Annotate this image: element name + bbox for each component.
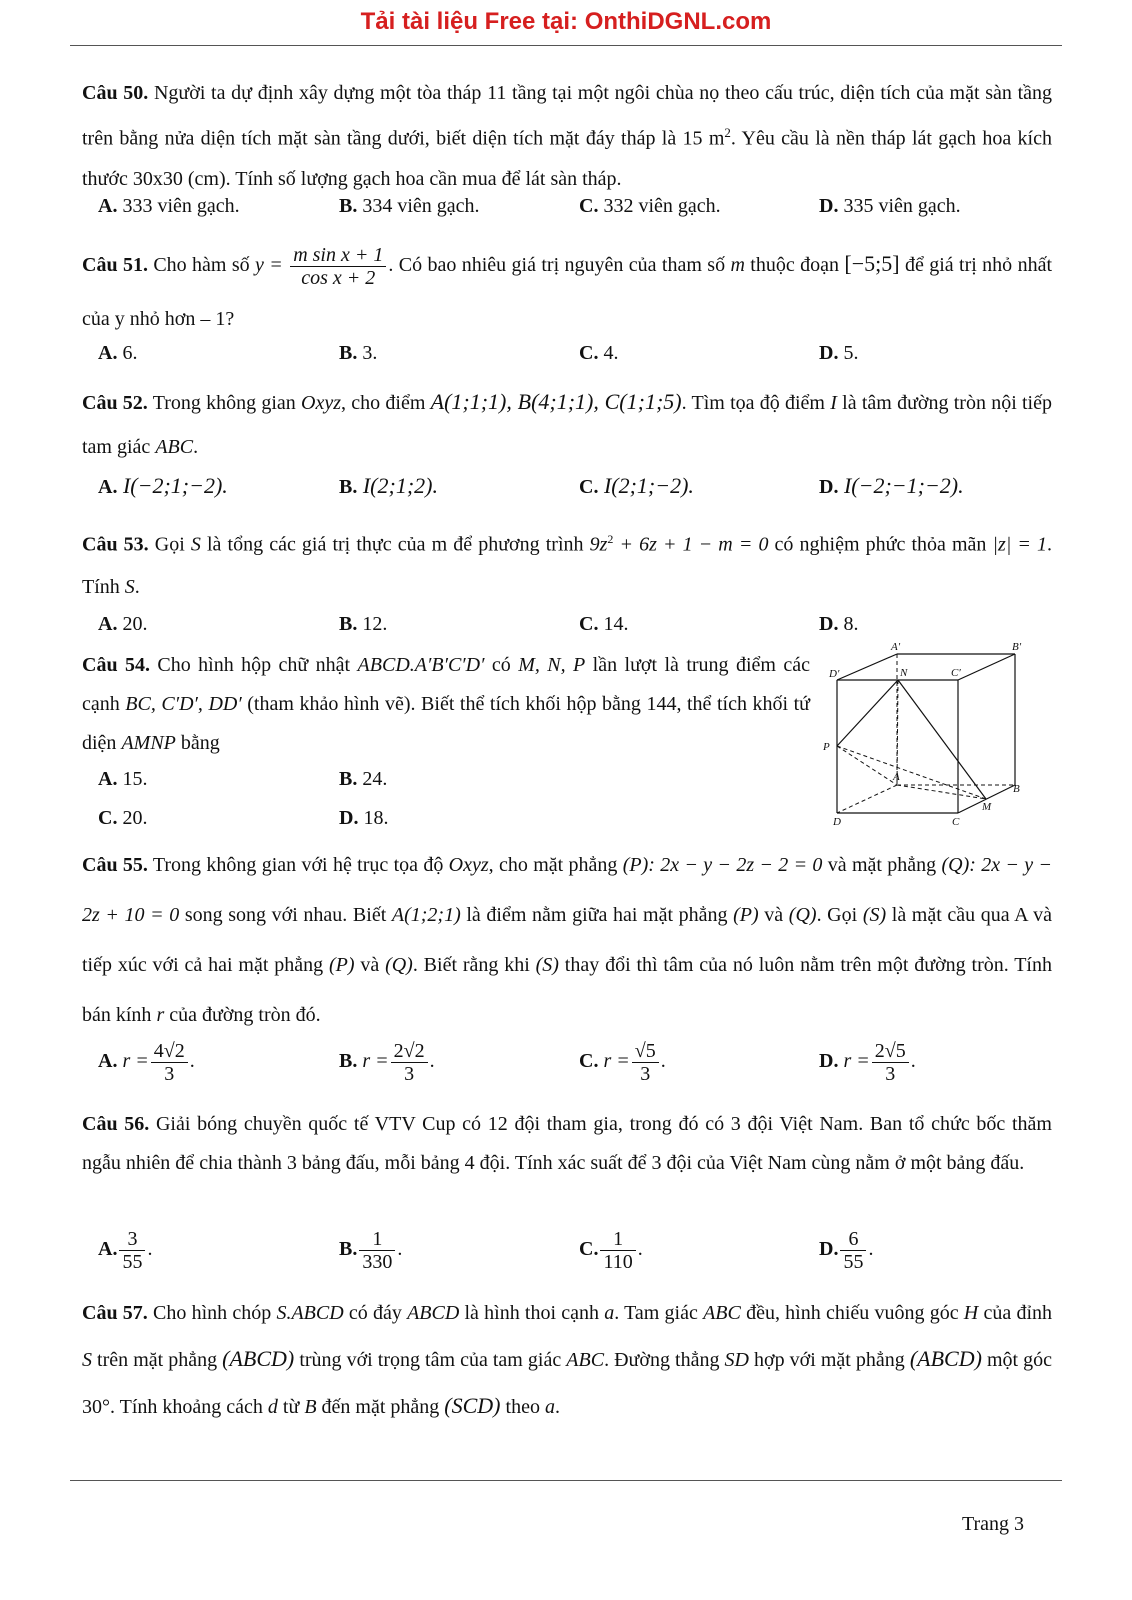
q50-options bbox=[98, 195, 1058, 225]
label-b1: B′ bbox=[1012, 641, 1022, 653]
footer-rule bbox=[70, 1480, 1062, 1481]
q56-option-b: B. $\frac{1}{330}$ . bbox=[339, 1228, 403, 1273]
q55-options bbox=[98, 1040, 1058, 1100]
question-51: Câu 51. Cho hàm số y = $\frac{\text{m sin x + 1}}{\text{cos x + 2}}$ . Có bao nhiêu giá trị nguyên của tham số m thuộc đoạn [−5;5] để giá trị nhỏ nhất của y nhỏ hơn – 1? bbox=[82, 243, 1052, 330]
q50-option-d: D. 335 viên gạch. bbox=[819, 195, 961, 217]
label-p: P bbox=[823, 741, 830, 753]
q53-option-a: A. 20. bbox=[98, 613, 148, 635]
q54-option-b: B. 24. bbox=[339, 768, 388, 790]
question-57: Câu 57. Cho hình chóp S.ABCD có đáy ABCD là hình thoi cạnh a. Tam giác ABC đều, hình chiếu vuông góc H của đỉnh S trên mặt phẳng (ABCD) trùng với trọng tâm của tam giác ABC. Đường thẳng SD hợp với mặt phẳng (ABCD) một góc 30°. Tính khoảng cách d từ B đến mặt phẳng (SCD) theo a. bbox=[82, 1302, 1052, 1418]
q52-option-a: A. I(−2;1;−2). bbox=[98, 473, 228, 498]
q51-options bbox=[98, 342, 1058, 372]
cuboid-figure bbox=[815, 640, 1040, 835]
label-c: C bbox=[952, 816, 960, 828]
q52-label: Câu 52. bbox=[82, 392, 148, 414]
q50-text: Người ta dự định xây dựng một tòa tháp 11 tầng tại một ngôi chùa nọ theo cấu trúc, diện tích của mặt sàn tầng trên bằng nửa diện tích mặt sàn tầng dưới, biết diện tích mặt đáy tháp là 15 m bbox=[82, 82, 1053, 150]
q54-options-row-1 bbox=[98, 768, 598, 798]
question-50 bbox=[82, 73, 1052, 199]
edge-n-p bbox=[837, 680, 898, 746]
q50-option-a: A. 333 viên gạch. bbox=[98, 195, 240, 217]
q56-label: Câu 56. bbox=[82, 1113, 150, 1135]
edge-d1-a1 bbox=[837, 654, 897, 680]
question-52: Câu 52. Trong không gian Oxyz, cho điểm A(1;1;1), B(4;1;1), C(1;1;5). Tìm tọa độ điểm I là tâm đường tròn nội tiếp tam giác ABC. bbox=[82, 389, 1052, 458]
q51-option-a: A. 6. bbox=[98, 342, 138, 364]
label-c1: C′ bbox=[951, 667, 961, 679]
q53-label: Câu 53. bbox=[82, 533, 149, 556]
q51-fraction: $\frac{\text{m sin x + 1}}{\text{cos x + 2}}$ bbox=[290, 244, 386, 289]
q50-option-c: C. 332 viên gạch. bbox=[579, 195, 721, 217]
q53-option-d: D. 8. bbox=[819, 613, 859, 635]
question-53: Câu 53. Gọi S là tổng các giá trị thực của m để phương trình $9z^2 + 6z + 1 - m = 0$ có nghiệm phức thỏa mãn |z| = 1. Tính S. bbox=[82, 532, 1053, 598]
q54-options-row-2 bbox=[98, 807, 598, 837]
q53-option-c: C. 14. bbox=[579, 613, 629, 635]
q56-option-d: D. $\frac{6}{55}$ . bbox=[819, 1228, 874, 1273]
q55-option-c: C. r = $\frac{√5}{3}$ . bbox=[579, 1040, 666, 1085]
q50-sup: 2 bbox=[724, 125, 731, 140]
q55-option-b: B. r = $\frac{2√2}{3}$ . bbox=[339, 1040, 435, 1085]
q52-option-c: C. I(2;1;−2). bbox=[579, 473, 694, 498]
edge-a-d bbox=[837, 785, 897, 813]
q52-option-b: B. I(2;1;2). bbox=[339, 473, 438, 498]
q53-option-b: B. 12. bbox=[339, 613, 388, 635]
question-54: Câu 54. Cho hình hộp chữ nhật ABCD.A′B′C′D′ có M, N, P lần lượt là trung điểm các cạnh BC, C′D′, DD′ (tham khảo hình vẽ). Biết thể tích khối hộp bằng 144, thể tích khối tứ diện AMNP bằng bbox=[82, 654, 811, 754]
label-d: D bbox=[833, 816, 841, 828]
site-header-title: Tải tài liệu Free tại: OnthiDGNL.com bbox=[360, 8, 772, 35]
q55-label: Câu 55. bbox=[82, 854, 148, 876]
edge-n-m bbox=[898, 680, 986, 799]
q54-option-c: C. 20. bbox=[98, 807, 148, 829]
edge-b1-c1 bbox=[958, 654, 1015, 680]
label-n: N bbox=[900, 667, 908, 679]
label-a: A bbox=[893, 771, 900, 783]
q57-label: Câu 57. bbox=[82, 1302, 148, 1324]
edge-p-m bbox=[837, 746, 986, 799]
header-rule bbox=[70, 45, 1062, 46]
q55-option-d: D. r = $\frac{2√5}{3}$ . bbox=[819, 1040, 916, 1085]
question-56: Câu 56. Giải bóng chuyền quốc tế VTV Cup có 12 đội tham gia, trong đó có 3 đội Việt Nam. Ban tổ chức bốc thăm ngẫu nhiên để chia thành 3 bảng đấu, mỗi bảng 4 đội. Tính xác suất để 3 đội của Việt Nam cùng nằm ở một bảng đấu. bbox=[82, 1113, 1052, 1174]
q50-option-b: B. 334 viên gạch. bbox=[339, 195, 480, 217]
q50-text-2: . Yêu cầu là nền tháp lát gạch hoa kích thước 30x30 (cm). Tính số lượng gạch hoa cần mua để lát sàn tháp. bbox=[82, 127, 1052, 190]
label-d1: D′ bbox=[829, 668, 840, 680]
edge-p-a bbox=[837, 746, 897, 785]
q52-option-d: D. I(−2;−1;−2). bbox=[819, 473, 964, 498]
page-number: Trang 3 bbox=[962, 1513, 1025, 1535]
q56-option-a: A. $\frac{3}{55}$ . bbox=[98, 1228, 153, 1273]
q56-options bbox=[98, 1228, 1058, 1288]
q54-option-d: D. 18. bbox=[339, 807, 389, 829]
question-55: Câu 55. Trong không gian với hệ trục tọa độ Oxyz, cho mặt phẳng (P): 2x − y − 2z − 2 = 0 và mặt phẳng (Q): 2x − y − 2z + 10 = 0 song song với nhau. Biết A(1;2;1) là điểm nằm giữa hai mặt phẳng (P) và (Q). Gọi (S) là mặt cầu qua A và tiếp xúc với cả hai mặt phẳng (P) và (Q). Biết rằng khi (S) thay đổi thì tâm của nó luôn nằm trên một đường tròn. Tính bán kính r của đường tròn đó. bbox=[82, 854, 1053, 1026]
q51-option-b: B. 3. bbox=[339, 342, 378, 364]
q52-options bbox=[98, 473, 1058, 503]
edge-a-m bbox=[897, 785, 986, 799]
q51-label: Câu 51. bbox=[82, 254, 148, 276]
q54-label: Câu 54. bbox=[82, 654, 150, 676]
label-a1: A′ bbox=[891, 641, 901, 653]
q51-option-c: C. 4. bbox=[579, 342, 619, 364]
label-m: M bbox=[982, 801, 992, 813]
q51-option-d: D. 5. bbox=[819, 342, 859, 364]
q56-option-c: C. $\frac{1}{110}$ . bbox=[579, 1228, 643, 1273]
q53-options bbox=[98, 613, 1058, 643]
q50-label: Câu 50. bbox=[82, 82, 149, 104]
label-b: B bbox=[1013, 783, 1020, 795]
q54-option-a: A. 15. bbox=[98, 768, 148, 790]
q55-option-a: A. r = $\frac{4√2}{3}$ . bbox=[98, 1040, 195, 1085]
